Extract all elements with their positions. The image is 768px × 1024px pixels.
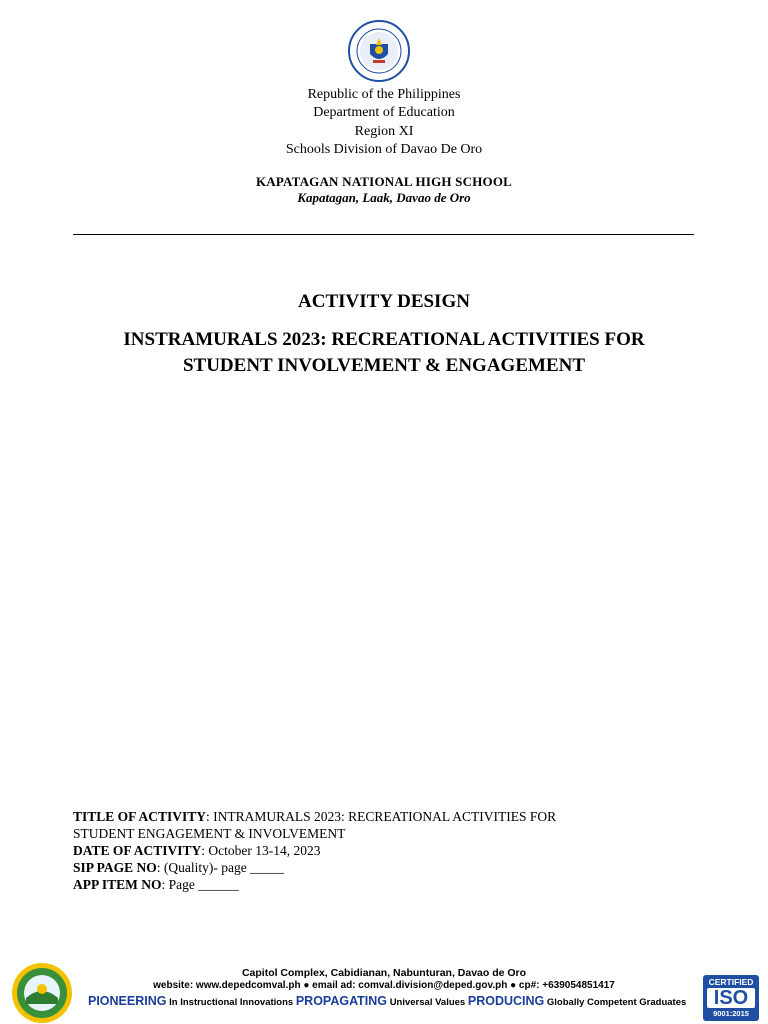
app-item-value: : Page ______: [161, 877, 239, 892]
document-title-line-1: INSTRAMURALS 2023: RECREATIONAL ACTIVITIES FOR: [123, 329, 645, 350]
motto-producing-text: Globally Competent Graduates: [546, 997, 687, 1008]
footer-contact: website: www.depedcomval.ph ● email ad: comval.division@deped.gov.ph ● cp#: +639054851417: [153, 980, 615, 991]
date-of-activity-value: : October 13-14, 2023: [201, 843, 321, 858]
motto-pioneering-text: In Instructional Innovations: [169, 997, 294, 1008]
school-address: Kapatagan, Laak, Davao de Oro: [297, 190, 471, 205]
activity-details: [73, 808, 713, 893]
footer-motto: [88, 994, 698, 1008]
school-name: KAPATAGAN NATIONAL HIGH SCHOOL: [255, 174, 513, 189]
header-divider: [73, 234, 694, 235]
motto-pioneering: PIONEERING: [88, 994, 167, 1008]
division-line: Schools Division of Davao De Oro: [285, 142, 483, 157]
deped-seal-logo: [348, 20, 410, 82]
date-of-activity-label: DATE OF ACTIVITY: [73, 843, 202, 858]
sip-page-label: SIP PAGE NO: [73, 860, 157, 875]
title-of-activity-label: TITLE OF ACTIVITY: [73, 809, 207, 824]
motto-producing: PRODUCING: [467, 994, 545, 1008]
motto-propagating-text: Universal Values: [389, 997, 466, 1008]
document-title-line-2: STUDENT INVOLVEMENT & ENGAGEMENT: [182, 355, 586, 376]
department-line: Department of Education: [313, 105, 455, 120]
app-item-row: [73, 876, 713, 893]
region-line: Region XI: [354, 124, 414, 139]
motto-propagating: PROPAGATING: [295, 994, 388, 1008]
title-of-activity-row: [73, 808, 713, 825]
country-line: Republic of the Philippines: [307, 87, 461, 102]
document-title: [60, 327, 708, 379]
iso-standard: 9001:2015: [713, 1009, 749, 1018]
date-of-activity-row: [73, 842, 713, 859]
iso-mark: ISO: [707, 988, 755, 1008]
title-of-activity-value: : INTRAMURALS 2023: RECREATIONAL ACTIVITIES FOR: [206, 809, 557, 824]
sip-page-row: [73, 859, 713, 876]
iso-certification-badge: [703, 975, 759, 1021]
document-type: ACTIVITY DESIGN: [298, 291, 470, 312]
title-of-activity-continuation: STUDENT ENGAGEMENT & INVOLVEMENT: [73, 826, 346, 841]
iso-certified-text: CERTIFIED: [708, 977, 754, 987]
footer-address: Capitol Complex, Cabidianan, Nabunturan, Davao de Oro: [241, 967, 527, 979]
sip-page-value: : (Quality)- page _____: [156, 860, 284, 875]
app-item-label: APP ITEM NO: [73, 877, 162, 892]
